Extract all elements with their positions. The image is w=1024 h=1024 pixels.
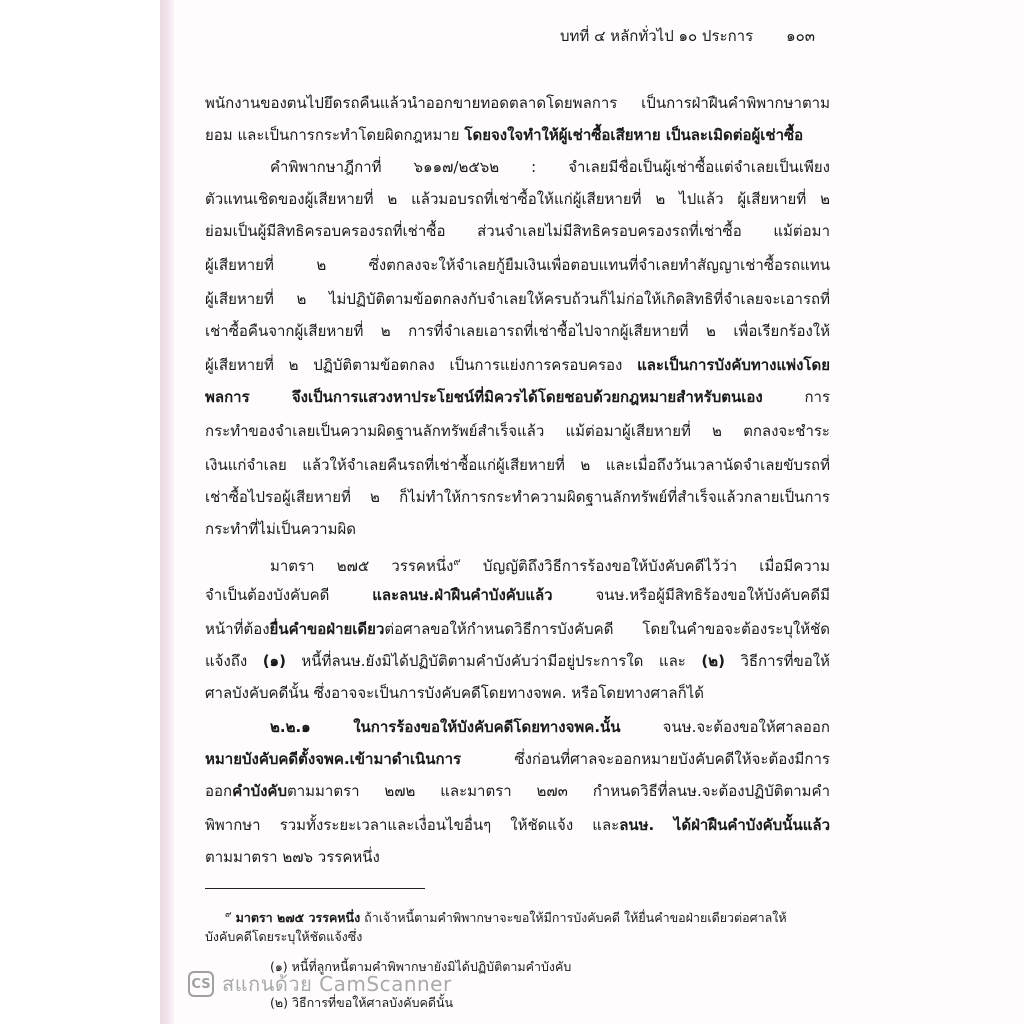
text-line: หมายบังคับคดีตั้งจพค.เข้ามาดำเนินการ ซึ่งก่อนที่ศาลจะออกหมายบังคับคดีให้จะต้องมีการ — [205, 750, 830, 768]
text-line: ๒.๒.๑ ในการร้องขอให้บังคับคดีโดยทางจพค.นั้น จนษ.จะต้องขอให้ศาลออก — [270, 718, 830, 736]
text-line: พิพากษา รวมทั้งระยะเวลาและเงื่อนไขอื่นๆ ให้ชัดแจ้ง และลนษ. ได้ฝ่าฝืนคำบังคับนั้นแล้ว — [205, 816, 830, 834]
text-line: ผู้เสียหายที่ ๒ ไม่ปฏิบัติตามข้อตกลงกับจำเลยให้ครบถ้วนก็ไม่ก่อให้เกิดสิทธิที่จำเลยจะเอารถที่ — [205, 290, 830, 308]
text-line: กระทำของจำเลยเป็นความผิดฐานลักทรัพย์สำเร็จแล้ว แม้ต่อมาผู้เสียหายที่ ๒ ตกลงจะชำระ — [205, 422, 830, 440]
text-line: ผู้เสียหายที่ ๒ ปฏิบัติตามข้อตกลง เป็นการแย่งการครอบครอง และเป็นการบังคับทางแพ่งโดย — [205, 356, 830, 374]
text-line: พนักงานของตนไปยึดรถคืนแล้วนำออกขายทอดตลาดโดยพลการ เป็นการฝ่าฝืนคำพิพากษาตาม — [205, 94, 830, 112]
text-line: ผู้เสียหายที่ ๒ ซึ่งตกลงจะให้จำเลยกู้ยืมเงินเพื่อตอบแทนที่จำเลยทำสัญญาเช่าซื้อรถแทน — [205, 256, 830, 274]
footnote-divider — [205, 888, 425, 889]
camscanner-watermark — [188, 968, 452, 1000]
footnote-item: (๑) หนี้ที่ลูกหนี้ตามคำพิพากษายังมิได้ปฏิบัติตามคำบังคับ — [270, 959, 572, 974]
text-line: ตัวแทนเชิดของผู้เสียหายที่ ๒ แล้วมอบรถที่เช่าซื้อให้แก่ผู้เสียหายที่ ๒ ไปแล้ว ผู้เสียหายที่ ๒ — [205, 190, 830, 208]
footnote-line: บังคับคดีโดยระบุให้ชัดแจ้งซึ่ง — [205, 929, 363, 944]
text-line: จำเป็นต้องบังคับคดี และลนษ.ฝ่าฝืนคำบังคับแล้ว จนษ.หรือผู้มีสิทธิร้องขอให้บังคับคดีมี — [205, 586, 830, 604]
text-line: ยอม และเป็นการกระทำโดยผิดกฎหมาย โดยจงใจทำให้ผู้เช่าซื้อเสียหาย เป็นละเมิดต่อผู้เช่าซื้อ — [205, 126, 804, 144]
text-line: เช่าซื้อคืนจากผู้เสียหายที่ ๒ การที่จำเลยเอารถที่เช่าซื้อไปจากผู้เสียหายที่ ๒ เพื่อเรียกร้องให้ — [205, 322, 830, 340]
page-binding-edge — [160, 0, 174, 1024]
text-line: คำพิพากษาฎีกาที่ ๖๑๑๗/๒๕๖๒ : จำเลยมีชื่อเป็นผู้เช่าซื้อแต่จำเลยเป็นเพียง — [270, 158, 830, 176]
text-line: กระทำที่ไม่เป็นความผิด — [205, 520, 357, 538]
text-line: ย่อมเป็นผู้มีสิทธิครอบครองรถที่เช่าซื้อ ส่วนจำเลยไม่มีสิทธิครอบครองรถที่เช่าซื้อ แม้ต่อมา — [205, 222, 830, 240]
text-line: เงินแก่จำเลย แล้วให้จำเลยคืนรถที่เช่าซื้อแก่ผู้เสียหายที่ ๒ และเมื่อถึงวันเวลานัดจำเลยขับรถที่ — [205, 456, 830, 474]
text-line: พลการ จึงเป็นการแสวงหาประโยชน์ที่มิควรได้โดยชอบด้วยกฎหมายสำหรับตนเอง การ — [205, 388, 830, 406]
text-line: เช่าซื้อไปรอผู้เสียหายที่ ๒ ก็ไม่ทำให้การกระทำความผิดฐานลักทรัพย์ที่สำเร็จแล้วกลายเป็นการ — [205, 488, 830, 506]
footnote-item: (๒) วิธีการที่ขอให้ศาลบังคับคดีนั้น — [270, 995, 454, 1010]
text-line: หน้าที่ต้องยื่นคำขอฝ่ายเดียวต่อศาลขอให้กำหนดวิธีการบังคับคดี โดยในคำขอจะต้องระบุให้ชัด — [205, 620, 830, 638]
text-line: ศาลบังคับคดีนั้น ซึ่งอาจจะเป็นการบังคับคดีโดยทางจพค. หรือโดยทางศาลก็ได้ — [205, 684, 704, 702]
chapter-title: บทที่ ๔ หลักทั่วไป ๑๐ ประการ — [560, 27, 754, 45]
left-margin — [0, 0, 160, 1024]
footnote-line: $^๙$ มาตรา ๒๗๕ วรรคหนึ่ง ถ้าเจ้าหนี้ตามคำพิพากษาจะขอให้มีการบังคับคดี ให้ยื่นคำขอฝ่ายเดียวต่อศาลให้ — [225, 910, 787, 926]
text-line: ตามมาตรา ๒๗๖ วรรคหนึ่ง — [205, 848, 380, 866]
watermark-text: สแกนด้วย CamScanner — [222, 972, 452, 996]
page-number: ๑๐๓ — [786, 27, 815, 45]
footnote-reference[interactable]: ๙ — [453, 557, 461, 568]
text-line: มาตรา ๒๗๕ วรรคหนึ่ง$^๙$ บัญญัติถึงวิธีการร้องขอให้บังคับคดีไว้ว่า เมื่อมีความ — [270, 557, 830, 575]
text-line: แจ้งถึง (๑) หนี้ที่ลนษ.ยังมิได้ปฏิบัติตามคำบังคับว่ามีอยู่ประการใด และ (๒) วิธีการที่ขอให้ — [205, 652, 830, 670]
text-line: ออกคำบังคับตามมาตรา ๒๗๒ และมาตรา ๒๗๓ กำหนดวิธีที่ลนษ.จะต้องปฏิบัติตามคำ — [205, 782, 830, 800]
camscanner-logo-icon: CS — [188, 971, 214, 997]
running-header — [560, 24, 815, 48]
